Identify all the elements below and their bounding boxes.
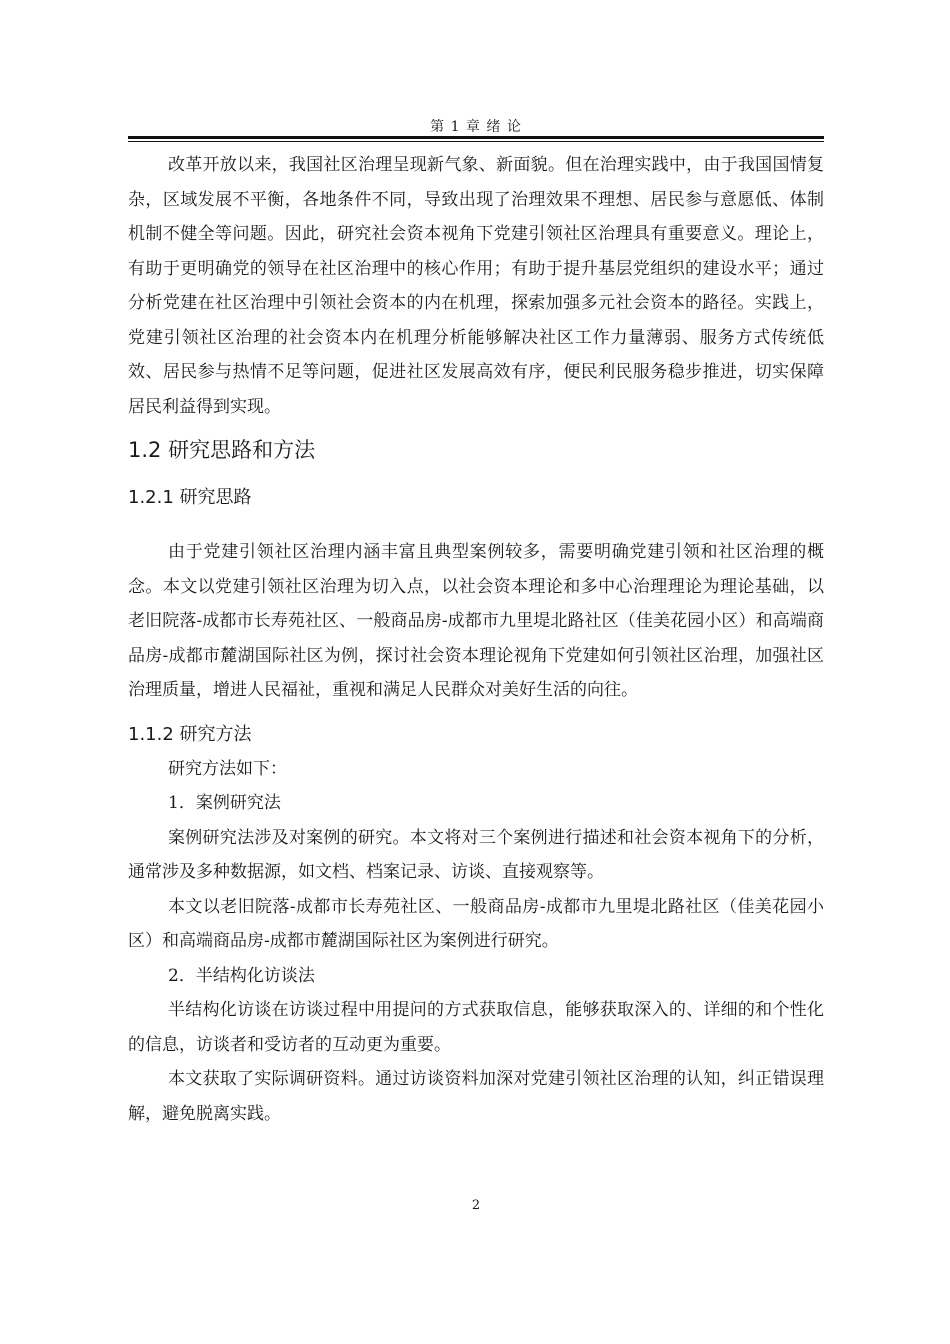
header-rule-thin bbox=[128, 141, 824, 142]
paragraph-interview-1: 半结构化访谈在访谈过程中用提问的方式获取信息，能够获取深入的、详细的和个性化的信息，访谈者和受访者的互动更为重要。 bbox=[128, 1000, 824, 1055]
page-number: 2 bbox=[471, 1198, 481, 1213]
paragraph-case-study-2: 本文以老旧院落-成都市长寿苑社区、一般商品房-成都市九里堤北路社区（佳美花园小区）和高端商品房-成都市麓湖国际社区为案例进行研究。 bbox=[128, 896, 824, 951]
document-body bbox=[128, 148, 824, 1131]
subsection-heading-1-2-1: 1.2.1 研究思路 bbox=[128, 487, 252, 508]
method-item-interview: 2．半结构化访谈法 bbox=[168, 965, 315, 986]
section-heading-1-2: 1.2 研究思路和方法 bbox=[128, 438, 316, 462]
running-header: 第 1 章 绪 论 bbox=[430, 119, 522, 135]
method-item-case-study: 1．案例研究法 bbox=[168, 793, 281, 813]
subsection-heading-1-1-2: 1.1.2 研究方法 bbox=[128, 723, 252, 745]
paragraph-research-thinking: 由于党建引领社区治理内涵丰富且典型案例较多，需要明确党建引领和社区治理的概念。本文以党建引领社区治理为切入点，以社会资本理论和多中心治理理论为理论基础，以老旧院落-成都市长寿苑社区、一般商品房-成都市九里堤北路社区（佳美花园小区）和高端商品房-成都市麓湖国际社区为例，探讨社会资本理论视角下党建如何引领社区治理，加强社区治理质量，增进人民福祉，重视和满足人民群众对美好生活的向往。 bbox=[128, 542, 824, 700]
header-rule-thick bbox=[128, 136, 824, 139]
paragraph-methods-intro: 研究方法如下： bbox=[168, 758, 287, 779]
paragraph-case-study-1: 案例研究法涉及对案例的研究。本文将对三个案例进行描述和社会资本视角下的分析，通常涉及多种数据源，如文档、档案记录、访谈、直接观察等。 bbox=[128, 827, 824, 882]
paragraph-interview-2: 本文获取了实际调研资料。通过访谈资料加深对党建引领社区治理的认知，纠正错误理解，避免脱离实践。 bbox=[128, 1069, 824, 1124]
paragraph-intro: 改革开放以来，我国社区治理呈现新气象、新面貌。但在治理实践中，由于我国国情复杂，区域发展不平衡，各地条件不同，导致出现了治理效果不理想、居民参与意愿低、体制机制不健全等问题。因此，研究社会资本视角下党建引领社区治理具有重要意义。理论上，有助于更明确党的领导在社区治理中的核心作用；有助于提升基层党组织的建设水平；通过分析党建在社区治理中引领社会资本的内在机理，探索加强多元社会资本的路径。实践上，党建引领社区治理的社会资本内在机理分析能够解决社区工作力量薄弱、服务方式传统低效、居民参与热情不足等问题，促进社区发展高效有序，便民利民服务稳步推进，切实保障居民利益得到实现。 bbox=[128, 155, 824, 417]
